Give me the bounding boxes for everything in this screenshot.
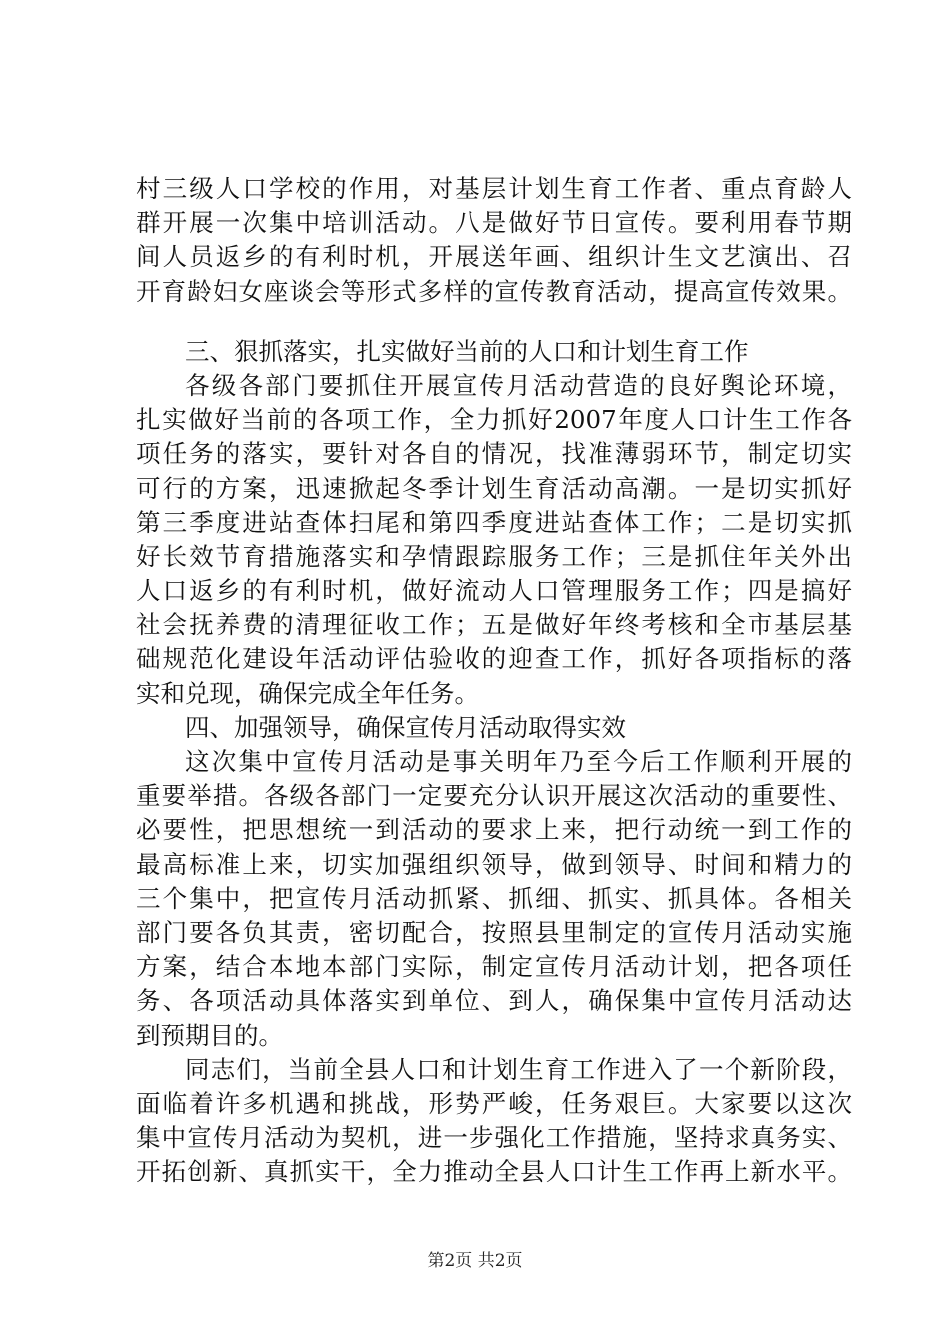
text-line: 人口返乡的有利时机，做好流动人口管理服务工作；四是搞好 xyxy=(136,576,852,606)
text-line: 这次集中宣传月活动是事关明年乃至今后工作顺利开展的 xyxy=(185,747,852,776)
text-line: 村三级人口学校的作用，对基层计划生育工作者、重点育龄人 xyxy=(136,174,852,203)
text-line: 最高标准上来，切实加强组织领导，做到领导、时间和精力的 xyxy=(136,849,852,879)
section-heading-4: 四、加强领导，确保宣传月活动取得实效 xyxy=(185,712,626,742)
text-line: 同志们，当前全县人口和计划生育工作进入了一个新阶段， xyxy=(185,1054,852,1084)
text-line: 务、各项活动具体落实到单位、到人，确保集中宣传月活动达 xyxy=(136,986,852,1016)
text-line: 开育龄妇女座谈会等形式多样的宣传教育活动，提高宣传效果。 xyxy=(136,276,852,306)
text-line: 重要举措。各级各部门一定要充分认识开展这次活动的重要性、 xyxy=(136,781,852,811)
text-line: 群开展一次集中培训活动。八是做好节日宣传。要利用春节期 xyxy=(136,208,852,238)
paragraph-section-3 xyxy=(136,369,852,711)
text-line: 到预期目的。 xyxy=(136,1020,283,1050)
text-line: 实和兑现，确保完成全年任务。 xyxy=(136,678,479,708)
text-line: 可行的方案，迅速掀起冬季计划生育活动高潮。一是切实抓好 xyxy=(136,473,852,503)
text-line: 第三季度进站查体扫尾和第四季度进站查体工作；二是切实抓 xyxy=(136,507,852,537)
text-line: 间人员返乡的有利时机，开展送年画、组织计生文艺演出、召 xyxy=(136,242,852,272)
section-heading-3: 三、狠抓落实，扎实做好当前的人口和计划生育工作 xyxy=(185,336,749,366)
text-line: 三个集中，把宣传月活动抓紧、抓细、抓实、抓具体。各相关 xyxy=(136,883,852,913)
text-line: 方案，结合本地本部门实际，制定宣传月活动计划，把各项任 xyxy=(136,952,852,982)
text-line: 项任务的落实，要针对各自的情况，找准薄弱环节，制定切实 xyxy=(136,439,852,469)
text-line: 面临着许多机遇和挑战，形势严峻，任务艰巨。大家要以这次 xyxy=(136,1088,852,1118)
text-line: 社会抚养费的清理征收工作；五是做好年终考核和全市基层基 xyxy=(136,610,852,640)
text-line: 部门要各负其责，密切配合，按照县里制定的宣传月活动实施 xyxy=(136,917,852,947)
paragraph-closing xyxy=(136,1053,852,1190)
paragraph-section-4 xyxy=(136,745,852,1053)
paragraph-continued xyxy=(136,172,852,309)
text-line: 各级各部门要抓住开展宣传月活动营造的良好舆论环境， xyxy=(185,370,852,400)
text-line: 好长效节育措施落实和孕情跟踪服务工作；三是抓住年关外出 xyxy=(136,541,852,571)
page-number-footer: 第2页 共2页 xyxy=(427,1251,523,1271)
text-line: 开拓创新、真抓实干，全力推动全县人口计生工作再上新水平。 xyxy=(136,1157,852,1187)
document-body xyxy=(136,172,852,1189)
text-line: 必要性，把思想统一到活动的要求上来，把行动统一到工作的 xyxy=(136,815,852,845)
text-line: 础规范化建设年活动评估验收的迎查工作，抓好各项指标的落 xyxy=(136,644,852,674)
text-line: 集中宣传月活动为契机，进一步强化工作措施，坚持求真务实、 xyxy=(136,1123,852,1153)
text-line: 扎实做好当前的各项工作，全力抓好2007年度人口计生工作各 xyxy=(136,405,852,435)
